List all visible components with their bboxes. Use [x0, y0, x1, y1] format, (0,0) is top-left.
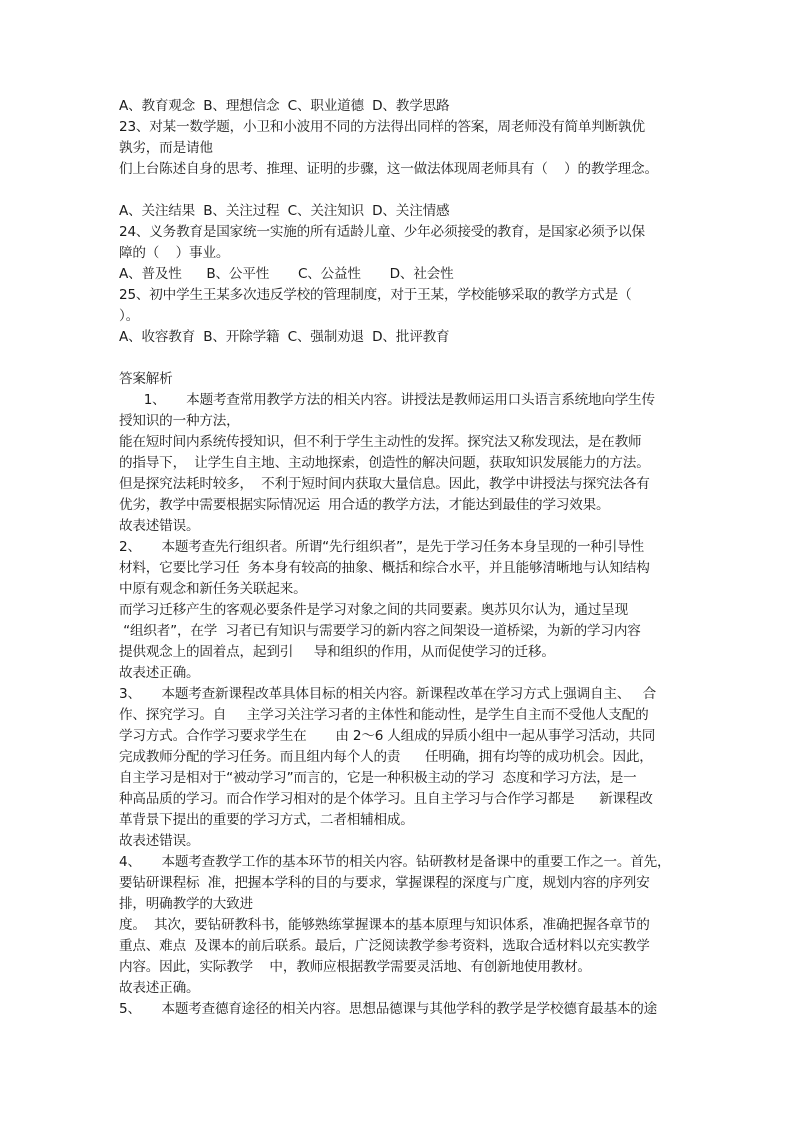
blank-line — [119, 180, 679, 201]
text-line: 故表述正确。 — [119, 665, 200, 681]
text-line: “组织者”，在学 习者已有知识与需要学习的新内容之间架设一道桥梁，为新的学习内容 — [119, 623, 641, 639]
text-line: 2、 本题考查先行组织者。所谓“先行组织者”，是先于学习任务本身呈现的一种引导性 — [119, 539, 644, 555]
text-line: 内容。因此，实际教学 中，教师应根据教学需要灵活地、有创新地使用教材。 — [119, 959, 591, 975]
text-line: A、教育观念 B、理想信念 C、职业道德 D、教学思路 — [119, 98, 450, 114]
text-line: 5、 本题考查德育途径的相关内容。思想品德课与其他学科的教学是学校德育最基本的途 — [119, 1001, 658, 1017]
text-line: 作、探究学习。自 主学习关注学习者的主体性和能动性，是学生自主而不受他人支配的 — [119, 707, 649, 723]
text-line: 故表述错误。 — [119, 518, 200, 534]
text-line: 的指导下， 让学生自主地、主动地探索，创造性的解决问题，获取知识发展能力的方法。 — [119, 455, 650, 471]
text-line: 23、对某一数学题，小卫和小波用不同的方法得出同样的答案，周老师没有简单判断孰优 — [119, 119, 645, 135]
text-line: 但是探究法耗时较多， 不利于短时间内获取大量信息。因此，教学中讲授法与探究法各有 — [119, 476, 650, 492]
text-line: 4、 本题考查教学工作的基本环节的相关内容。钻研教材是备课中的重要工作之一。首先， — [119, 854, 671, 870]
text-line: 提供观念上的固着点，起到引 导和组织的作用，从而促使学习的迁移。 — [119, 644, 555, 660]
blank-line — [119, 348, 679, 369]
text-line: 种高品质的学习。而合作学习相对的是个体学习。且自主学习与合作学习都是 新课程改 — [119, 791, 653, 807]
text-line: A、收容教育 B、开除学籍 C、强制劝退 D、批评教育 — [119, 329, 450, 345]
text-line: 1、 本题考查常用教学方法的相关内容。讲授法是教师运用口头语言系统地向学生传 — [119, 392, 655, 408]
text-line: 革背景下提出的重要的学习方式，二者相辅相成。 — [119, 812, 414, 828]
text-line: 25、初中学生王某多次违反学校的管理制度，对于王某，学校能够采取的教学方式是（ — [119, 287, 632, 303]
text-line: 能在短时间内系统传授知识，但不利于学生主动性的发挥。探究法又称发现法，是在教师 — [119, 434, 642, 450]
text-line: ）。 — [119, 308, 139, 324]
text-line: 材料，它要比学习任 务本身有较高的抽象、概括和综合水平，并且能够清晰地与认知结构 — [119, 560, 650, 576]
document-body — [119, 96, 679, 1020]
text-line: 度。 其次，要钻研教科书，能够熟练掌握课本的基本原理与知识体系，准确把握各章节的 — [119, 917, 650, 933]
text-line: 故表述错误。 — [119, 833, 200, 849]
text-line: 自主学习是相对于“被动学习”而言的，它是一种积极主动的学习 态度和学习方法，是一 — [119, 770, 637, 786]
text-line: 答案解析 — [119, 371, 173, 387]
text-line: 授知识的一种方法， — [119, 413, 240, 429]
text-line: 排，明确教学的大致进 — [119, 896, 253, 912]
text-line: 孰劣，而是请他 — [119, 140, 213, 156]
text-line: A、普及性 B、公平性 C、公益性 D、社会性 — [119, 266, 454, 282]
text-line: 们上台陈述自身的思考、推理、证明的步骤，这一做法体现周老师具有（ ）的教学理念。 — [119, 161, 658, 177]
text-line: 要钻研课程标 准，把握本学科的目的与要求，掌握课程的深度与广度，规划内容的序列安 — [119, 875, 650, 891]
text-line: A、关注结果 B、关注过程 C、关注知识 D、关注情感 — [119, 203, 450, 219]
text-line: 24、义务教育是国家统一实施的所有适龄儿童、少年必须接受的教育，是国家必须予以保 — [119, 224, 645, 240]
text-line: 优劣，教学中需要根据实际情况运 用合适的教学方法，才能达到最佳的学习效果。 — [119, 497, 610, 513]
text-line: 3、 本题考查新课程改革具体目标的相关内容。新课程改革在学习方式上强调自主、 合 — [119, 686, 656, 702]
text-line: 中原有观念和新任务关联起来。 — [119, 581, 307, 597]
text-line: 障的（ ）事业。 — [119, 245, 230, 261]
text-line: 故表述正确。 — [119, 980, 200, 996]
text-line: 学习方式。合作学习要求学生在 由 2～6 人组成的异质小组中一起从事学习活动，共同 — [119, 728, 656, 744]
text-line: 完成教师分配的学习任务。而且组内每个人的责 任明确，拥有均等的成功机会。因此， — [119, 749, 653, 765]
text-line: 而学习迁移产生的客观必要条件是学习对象之间的共同要素。奥苏贝尔认为，通过呈现 — [119, 602, 628, 618]
text-line: 重点、难点 及课本的前后联系。最后，广泛阅读教学参考资料，选取合适材料以充实教学 — [119, 938, 650, 954]
